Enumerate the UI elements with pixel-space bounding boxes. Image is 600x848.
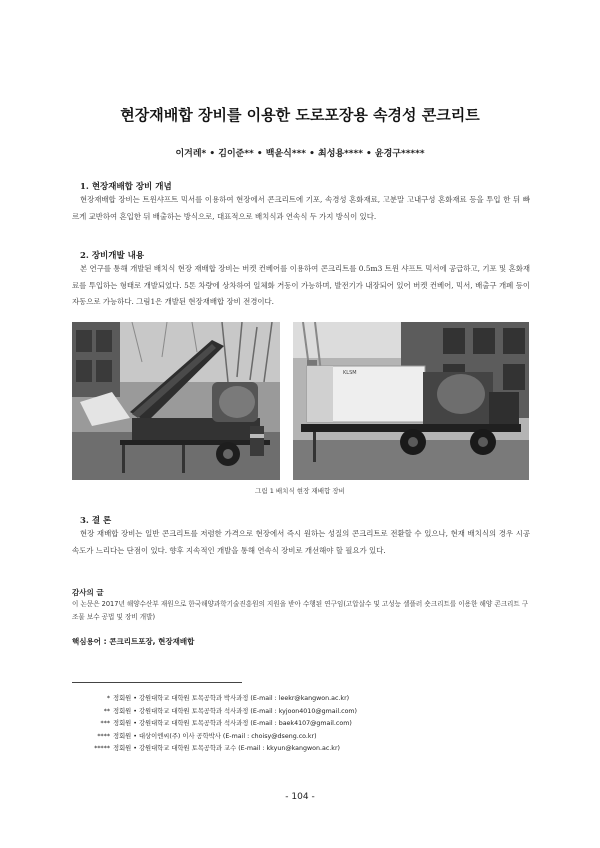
keywords: 핵심용어 : 콘크리트포장, 현장재배합 <box>72 637 195 646</box>
section-2-text: 본 연구를 통해 개발된 배치식 현장 재배합 장비는 버켓 컨베어를 이용하여 콘크리트를 0.5m3 트윈 샤프트 믹서에 공급하고, 기포 및 혼화재료를 투입하는 형태로 개발되었다. 5톤 차량에 상차하여 일체화 거동이 가능하며, 발전기가 내장되어 있어 버켓 컨베어, 믹서, 배출구 개폐 등이 자동으로 가능하다. 그림1은 개발된 현장재배합 장비 전경이다. <box>72 264 530 306</box>
author-footnotes <box>72 693 492 756</box>
footnote-text: 정회원 • 강원대학교 대학원 토목공학과 교수 (E-mail : kkyun@kangwon.ac.kr) <box>113 745 341 753</box>
photo-batch-mixer-left <box>72 322 280 480</box>
footnote-item <box>72 706 492 719</box>
footnote-text: 정회원 • 대상이엔씨(주) 이사 공학박사 (E-mail : choisy@dseng.co.kr) <box>113 732 317 740</box>
footnote-item <box>72 718 492 731</box>
footnote-item <box>72 731 492 744</box>
footnote-mark: *** <box>100 720 110 728</box>
footnote-mark: ***** <box>94 745 110 753</box>
footnote-item <box>72 693 492 706</box>
figure-1-caption: 그림 1 배치식 현장 재배합 장비 <box>255 487 345 495</box>
photo-batch-mixer-right <box>293 322 529 480</box>
section-1-heading: 1. 현장재배합 장비 개념 <box>80 182 172 192</box>
footnote-text: 정회원 • 강원대학교 대학원 토목공학과 석사과정 (E-mail : baek4107@gmail.com) <box>113 720 352 728</box>
machine-label: KLSM <box>343 370 357 376</box>
paper-title: 현장재배합 장비를 이용한 도로포장용 속경성 콘크리트 <box>120 106 480 124</box>
footnote-item <box>72 743 492 756</box>
acknowledgement-text: 이 논문은 2017년 해양수산부 재원으로 한국해양과학기술진흥원의 지원을 받아 수행된 연구임(고압살수 및 고성능 셀플러 숏크리트를 이용한 해양 콘크리트 구조물 보수 공법 및 장비 개발) <box>72 600 529 621</box>
figure-1 <box>72 322 529 480</box>
section-1-text: 현장재배합 장비는 트윈샤프트 믹서를 이용하여 현장에서 콘크리트에 기포, 속경성 혼화재료, 고분말 고내구성 혼화재료 등을 투입 한 뒤 빠르게 교반하여 혼입한 뒤 배출하는 방식으로, 대표적으로 배치식과 연속식 두 가지 방식이 있다. <box>72 195 530 221</box>
page-number: - 104 - <box>285 792 315 802</box>
footnote-text: 정회원 • 강원대학교 대학원 토목공학과 박사과정 (E-mail : leekr@kangwon.ac.kr) <box>113 695 350 702</box>
footnote-mark: **** <box>97 732 110 740</box>
footnote-divider <box>72 682 242 683</box>
section-3-text: 현장 재배합 장비는 일반 콘크리트를 저렴한 가격으로 현장에서 즉시 원하는 성질의 콘크리트로 전환할 수 있으나, 현재 배치식의 경우 시공 속도가 느리다는 단점이 있다. 향후 지속적인 개발을 통해 연속식 장비로 개선해야 할 필요가 있다. <box>72 529 530 555</box>
section-2-heading: 2. 장비개발 내용 <box>80 251 145 261</box>
acknowledgement-heading: 감사의 글 <box>72 588 104 597</box>
footnote-text: 정회원 • 강원대학교 대학원 토목공학과 석사과정 (E-mail : kyjoon4010@gmail.com) <box>113 707 358 715</box>
footnote-mark: ** <box>103 707 110 715</box>
author-list: 이겨레* • 김이준** • 백윤식*** • 최성용**** • 윤경구***** <box>175 149 425 159</box>
footnote-mark: * <box>106 695 110 702</box>
section-3-heading: 3. 결 론 <box>80 516 112 526</box>
